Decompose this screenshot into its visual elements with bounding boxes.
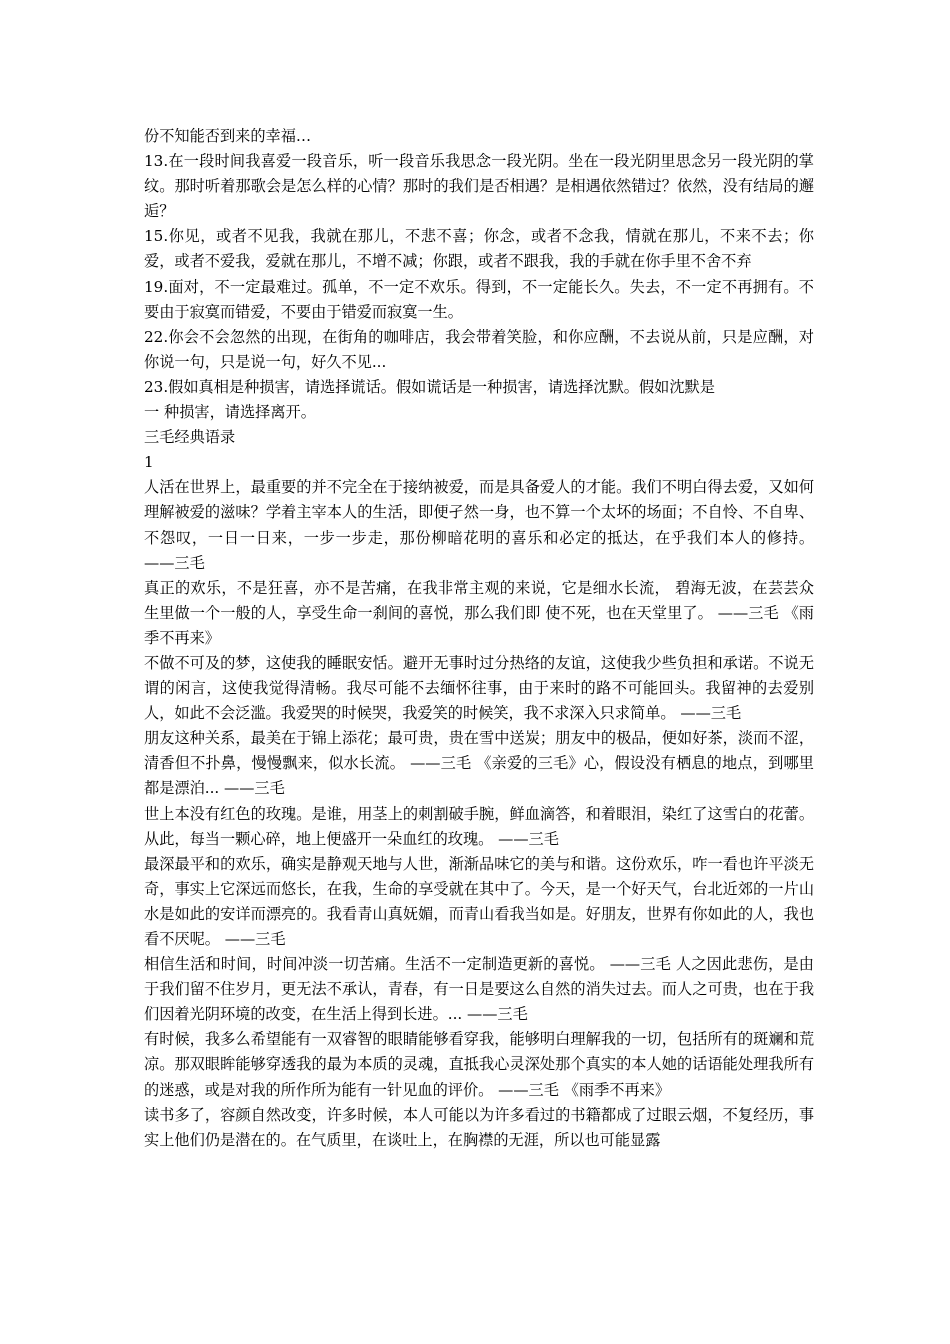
text-paragraph: 世上本没有红色的玫瑰。是谁，用茎上的刺割破手腕，鲜血滴答，和着眼泪，染红了这雪白的花蕾。从此，每当一颗心碎，地上便盛开一朵血红的玫瑰。 ——三毛 [144,804,814,848]
text-paragraph: 读书多了，容颜自然改变，许多时候，本人可能以为许多看过的书籍都成了过眼云烟，不复经历，事实上他们仍是潜在的。在气质里，在谈吐上，在胸襟的无涯，所以也可能显露 [144,1105,814,1149]
document-body [144,124,814,1153]
text-paragraph: 一 种损害，请选择离开。 [144,403,316,422]
text-paragraph: 不做不可及的梦，这使我的睡眠安恬。避开无事时过分热络的友谊，这使我少些负担和承诺。不说无谓的闲言，这使我觉得清畅。我尽可能不去缅怀往事，由于来时的路不可能回头。我留神的去爱别人，如此不会泛滥。我爱哭的时候哭，我爱笑的时候笑，我不求深入只求简单。 ——三毛 [144,653,814,723]
text-paragraph: 朋友这种关系，最美在于锦上添花；最可贵，贵在雪中送炭；朋友中的极品，便如好茶，淡而不涩，清香但不扑鼻，慢慢飘来，似水长流。 ——三毛 《亲爱的三毛》心，假设没有栖息的地点，到哪里都是漂泊... ——三毛 [144,729,814,798]
section-number: 1 [144,453,154,472]
text-paragraph: 有时候，我多么希望能有一双睿智的眼睛能够看穿我，能够明白理解我的一切，包括所有的斑斓和荒凉。那双眼眸能够穿透我的最为本质的灵魂，直抵我心灵深处那个真实的本人她的话语能处理我所有的迷惑，或是对我的所作所为能有一针见血的评价。 ——三毛 《雨季不再来》 [144,1030,814,1099]
text-paragraph: 19.面对，不一定最难过。孤单，不一定不欢乐。得到，不一定能长久。失去，不一定不再拥有。不要由于寂寞而错爱，不要由于错爱而寂寞一生。 [144,277,814,321]
text-paragraph: 最深最平和的欢乐，确实是静观天地与人世，渐渐品味它的美与和谐。这份欢乐，咋一看也许平淡无奇，事实上它深远而悠长，在我，生命的享受就在其中了。今天，是一个好天气，台北近郊的一片山水是如此的安详而漂亮的。我看青山真妩媚，而青山看我当如是。好朋友，世界有你如此的人，我也看不厌呢。 ——三毛 [144,854,814,948]
text-paragraph: 23.假如真相是种损害，请选择谎话。假如谎话是一种损害，请选择沈默。假如沈默是 [144,377,715,396]
text-paragraph: 真正的欢乐，不是狂喜，亦不是苦痛，在我非常主观的来说，它是细水长流， 碧海无波，在芸芸众生里做一个一般的人，享受生命一刹间的喜悦，那么我们即 使不死，也在天堂里了。 ——三毛 《雨季不再来》 [144,578,814,647]
section-heading: 三毛经典语录 [144,428,236,447]
text-paragraph: 人活在世界上，最重要的并不完全在于接纳被爱，而是具备爱人的才能。我们不明白得去爱，又如何理解被爱的滋味？学着主宰本人的生活，即便孑然一身，也不算一个太坏的场面；不自怜、不自卑、不怨叹，一日一日来，一步一步走，那份柳暗花明的喜乐和必定的抵达，在乎我们本人的修持。 ——三毛 [144,478,814,572]
text-paragraph: 15.你见，或者不见我，我就在那儿，不悲不喜；你念，或者不念我，情就在那儿，不来不去；你爱，或者不爱我，爱就在那儿，不增不减；你跟，或者不跟我，我的手就在你手里不舍不弃 [144,227,814,271]
text-paragraph: 22.你会不会忽然的出现，在街角的咖啡店，我会带着笑脸，和你应酬，不去说从前，只是应酬，对你说一句，只是说一句，好久不见... [144,327,814,371]
text-paragraph: 份不知能否到来的幸福… [144,127,312,145]
text-paragraph: 相信生活和时间，时间冲淡一切苦痛。生活不一定制造更新的喜悦。 ——三毛 人之因此悲伤，是由于我们留不住岁月，更无法不承认，青春，有一日是要这么自然的消失过去。而人之可贵，也在于我们因着光阴环境的改变，在生活上得到长进。... ——三毛 [144,955,814,1024]
text-paragraph: 13.在一段时间我喜爱一段音乐，听一段音乐我思念一段光阴。坐在一段光阴里思念另一段光阴的掌纹。那时听着那歌会是怎么样的心情？那时的我们是否相遇？是相遇依然错过？依然，没有结局的邂逅？ [144,152,814,221]
